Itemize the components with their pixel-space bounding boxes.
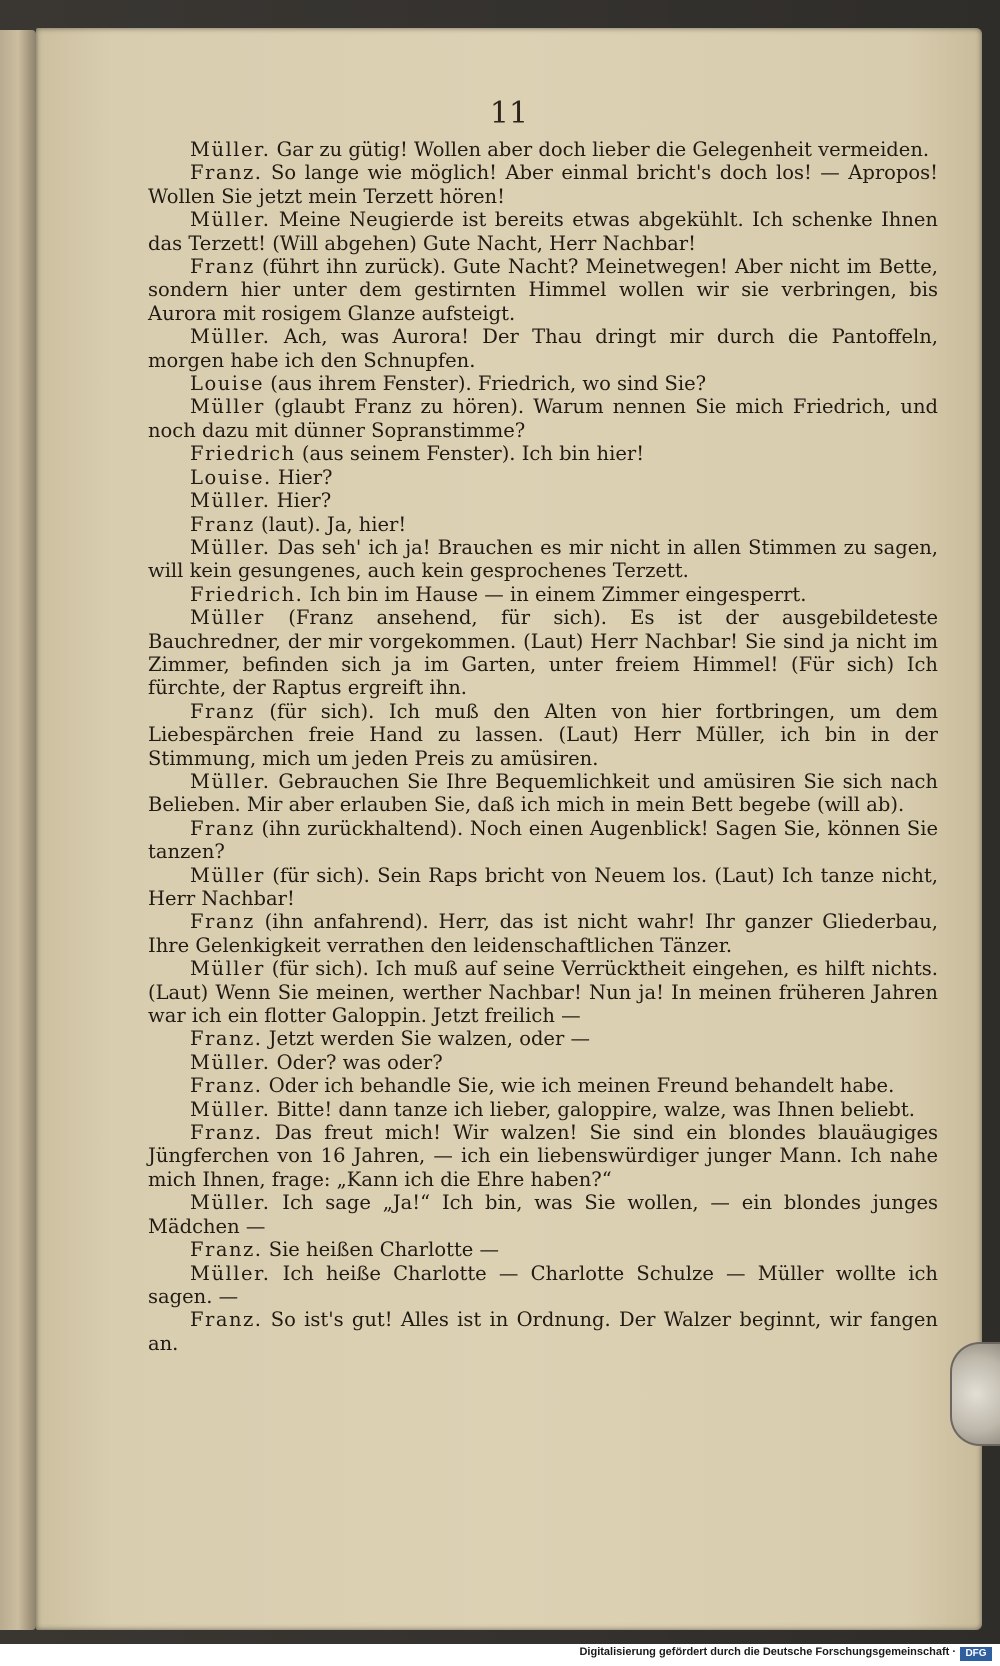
dialogue-text: Ich heiße Charlotte — Charlotte Schulze — Müller wollte ich sagen. — [148,1261,938,1308]
dialogue-text: Hier? [270,489,332,513]
dialogue-text: Sie heißen Charlotte — [262,1238,500,1262]
dialogue-line [148,1238,938,1261]
dialogue-text: So lange wie möglich! Aber einmal bricht's doch los! — Apropos! Wollen Sie jetzt mein Terzett hören! [148,161,938,208]
speaker-name: Friedrich. [190,582,304,606]
dialogue-text: (aus ihrem Fenster). Friedrich, wo sind Sie? [264,372,707,396]
dialogue-line [148,255,938,325]
speaker-name: Louise [190,372,265,396]
dialogue-text: Bitte! dann tanze ich lieber, galoppire, walze, was Ihnen beliebt. [270,1097,915,1121]
dialogue-text: Oder ich behandle Sie, wie ich meinen Freund behandelt habe. [262,1074,895,1098]
speaker-name: Friedrich [190,442,296,466]
speaker-name: Franz. [190,161,263,185]
dialogue-line [148,1027,938,1050]
dialogue-text: (für sich). Sein Raps bricht von Neuem los. (Laut) Ich tanze nicht, Herr Nachbar! [148,863,938,910]
dialogue-line [148,208,938,255]
dialogue-line [148,442,938,465]
dialogue-text: So ist's gut! Alles ist in Ordnung. Der Walzer beginnt, wir fangen an. [148,1308,938,1355]
dialogue-line [148,1074,938,1097]
speaker-name: Franz [190,816,255,840]
dialogue-text: Hier? [271,465,333,489]
dialogue-text: Oder? was oder? [270,1050,443,1074]
page-text [148,138,938,1355]
dialogue-line [148,1121,938,1191]
dialogue-line [148,489,938,512]
dialogue-text: (Franz ansehend, für sich). Es ist der ausgebildeteste Bauchredner, der mir vorgekommen. (Laut) Herr Nachbar! Sie sind ja nicht im Zimmer, befinden sich ja im Garten, unter freiem Himmel! (Für sich) Ich fürchte, der Raptus ergreift ihn. [148,606,938,700]
speaker-name: Müller [190,957,265,981]
speaker-name: Franz. [190,1074,263,1098]
speaker-name: Franz [190,512,255,536]
book-page [36,28,982,1630]
dialogue-line [148,395,938,442]
dialogue-line [148,957,938,1027]
speaker-name: Müller. [190,769,271,793]
dialogue-text: Ach, was Aurora! Der Thau dringt mir durch die Pantoffeln, morgen habe ich den Schnupfen. [148,325,938,372]
speaker-name: Franz. [190,1238,263,1262]
dialogue-line [148,161,938,208]
dialogue-line [148,513,938,536]
speaker-name: Louise. [190,465,272,489]
dialogue-text: (ihn zurückhaltend). Noch einen Augenblick! Sagen Sie, können Sie tanzen? [148,816,938,864]
speaker-name: Müller [190,863,265,887]
dialogue-text: Das seh' ich ja! Brauchen es mir nicht in allen Stimmen zu sagen, will kein gesungenes, auch kein gesprochenes Terzett. [148,535,938,583]
dialogue-line [148,770,938,817]
speaker-name: Franz [190,699,255,723]
speaker-name: Müller. [190,1050,271,1074]
dialogue-text: (aus seinem Fenster). Ich bin hier! [295,442,645,466]
speaker-name: Müller. [190,1191,271,1215]
page-number: 11 [489,96,529,131]
dialogue-line [148,325,938,372]
dialogue-line [148,1191,938,1238]
dialogue-line [148,1262,938,1309]
speaker-name: Müller [190,395,265,419]
dialogue-text: Ich bin im Hause — in einem Zimmer eingesperrt. [303,582,807,606]
speaker-name: Franz. [190,1121,263,1145]
dialogue-line [148,817,938,864]
dialogue-text: Meine Neugierde ist bereits etwas abgekühlt. Ich schenke Ihnen das Terzett! (Will abgehen) Gute Nacht, Herr Nachbar! [148,208,938,255]
speaker-name: Franz [190,255,255,279]
dialogue-text: Gar zu gütig! Wollen aber doch lieber die Gelegenheit vermeiden. [270,138,930,161]
dialogue-line [148,583,938,606]
dialogue-line [148,466,938,489]
dialogue-text: (führt ihn zurück). Gute Nacht? Meinetwegen! Aber nicht im Bette, sondern hier unter dem gestirnten Himmel wollen wir sie verbringen, bis Aurora mit rosigem Glanze aufsteigt. [148,255,938,325]
dialogue-line [148,864,938,911]
speaker-name: Franz. [190,1027,263,1051]
speaker-name: Franz. [190,1308,263,1332]
dialogue-text: Gebrauchen Sie Ihre Bequemlichkeit und amüsiren Sie sich nach Belieben. Mir aber erlauben Sie, daß ich mich in mein Bett begebe (will ab). [148,769,938,817]
speaker-name: Müller. [190,325,271,349]
dialogue-text: (ihn anfahrend). Herr, das ist nicht wahr! Ihr ganzer Gliederbau, Ihre Gelenkigkeit verrathen den leidenschaftlichen Tänzer. [148,910,938,957]
dialogue-line [148,536,938,583]
dialogue-text: (glaubt Franz zu hören). Warum nennen Sie mich Friedrich, und noch dazu mit dünner Sopranstimme? [148,395,938,442]
dialogue-line [148,606,938,700]
dialogue-line [148,1051,938,1074]
speaker-name: Müller. [190,208,271,232]
speaker-name: Müller. [190,1261,271,1285]
dialogue-line [148,372,938,395]
dialogue-text: (laut). Ja, hier! [254,512,407,536]
dialogue-line [148,1308,938,1355]
dialogue-text: Jetzt werden Sie walzen, oder — [262,1027,590,1051]
speaker-name: Müller [190,606,265,630]
speaker-name: Müller. [190,138,271,161]
dfg-logo: DFG [960,1647,992,1661]
previous-page-edge [0,30,36,1630]
dialogue-line [148,910,938,957]
speaker-name: Müller. [190,535,271,559]
dialogue-line [148,700,938,770]
scanner-thumb-holder [950,1342,1000,1446]
dialogue-text: (für sich). Ich muß den Alten von hier fortbringen, um dem Liebespärchen freie Hand zu lassen. (Laut) Herr Müller, ich bin in der Stimmung, mich um jeden Preis zu amüsiren. [148,699,938,770]
speaker-name: Franz [190,910,255,934]
digitization-credit: Digitalisierung gefördert durch die Deutsche Forschungsgemeinschaft · [579,1646,956,1658]
dialogue-line [148,1098,938,1121]
speaker-name: Müller. [190,1097,271,1121]
dialogue-text: Ich sage „Ja!“ Ich bin, was Sie wollen, — ein blondes junges Mädchen — [148,1191,938,1238]
dialogue-text: (für sich). Ich muß auf seine Verrücktheit eingehen, es hilft nichts. (Laut) Wenn Sie meinen, werther Nachbar! Nun ja! In meinen früheren Jahren war ich ein flotter Galoppin. Jetzt freilich — [148,957,938,1028]
dialogue-line [148,138,938,161]
speaker-name: Müller. [190,489,271,513]
dialogue-text: Das freut mich! Wir walzen! Sie sind ein blondes blauäugiges Jüngferchen von 16 Jahren, — ich ein liebenswürdiger junger Mann. Ich nahe mich Ihnen, frage: „Kann ich die Ehre haben?“ [148,1121,938,1191]
